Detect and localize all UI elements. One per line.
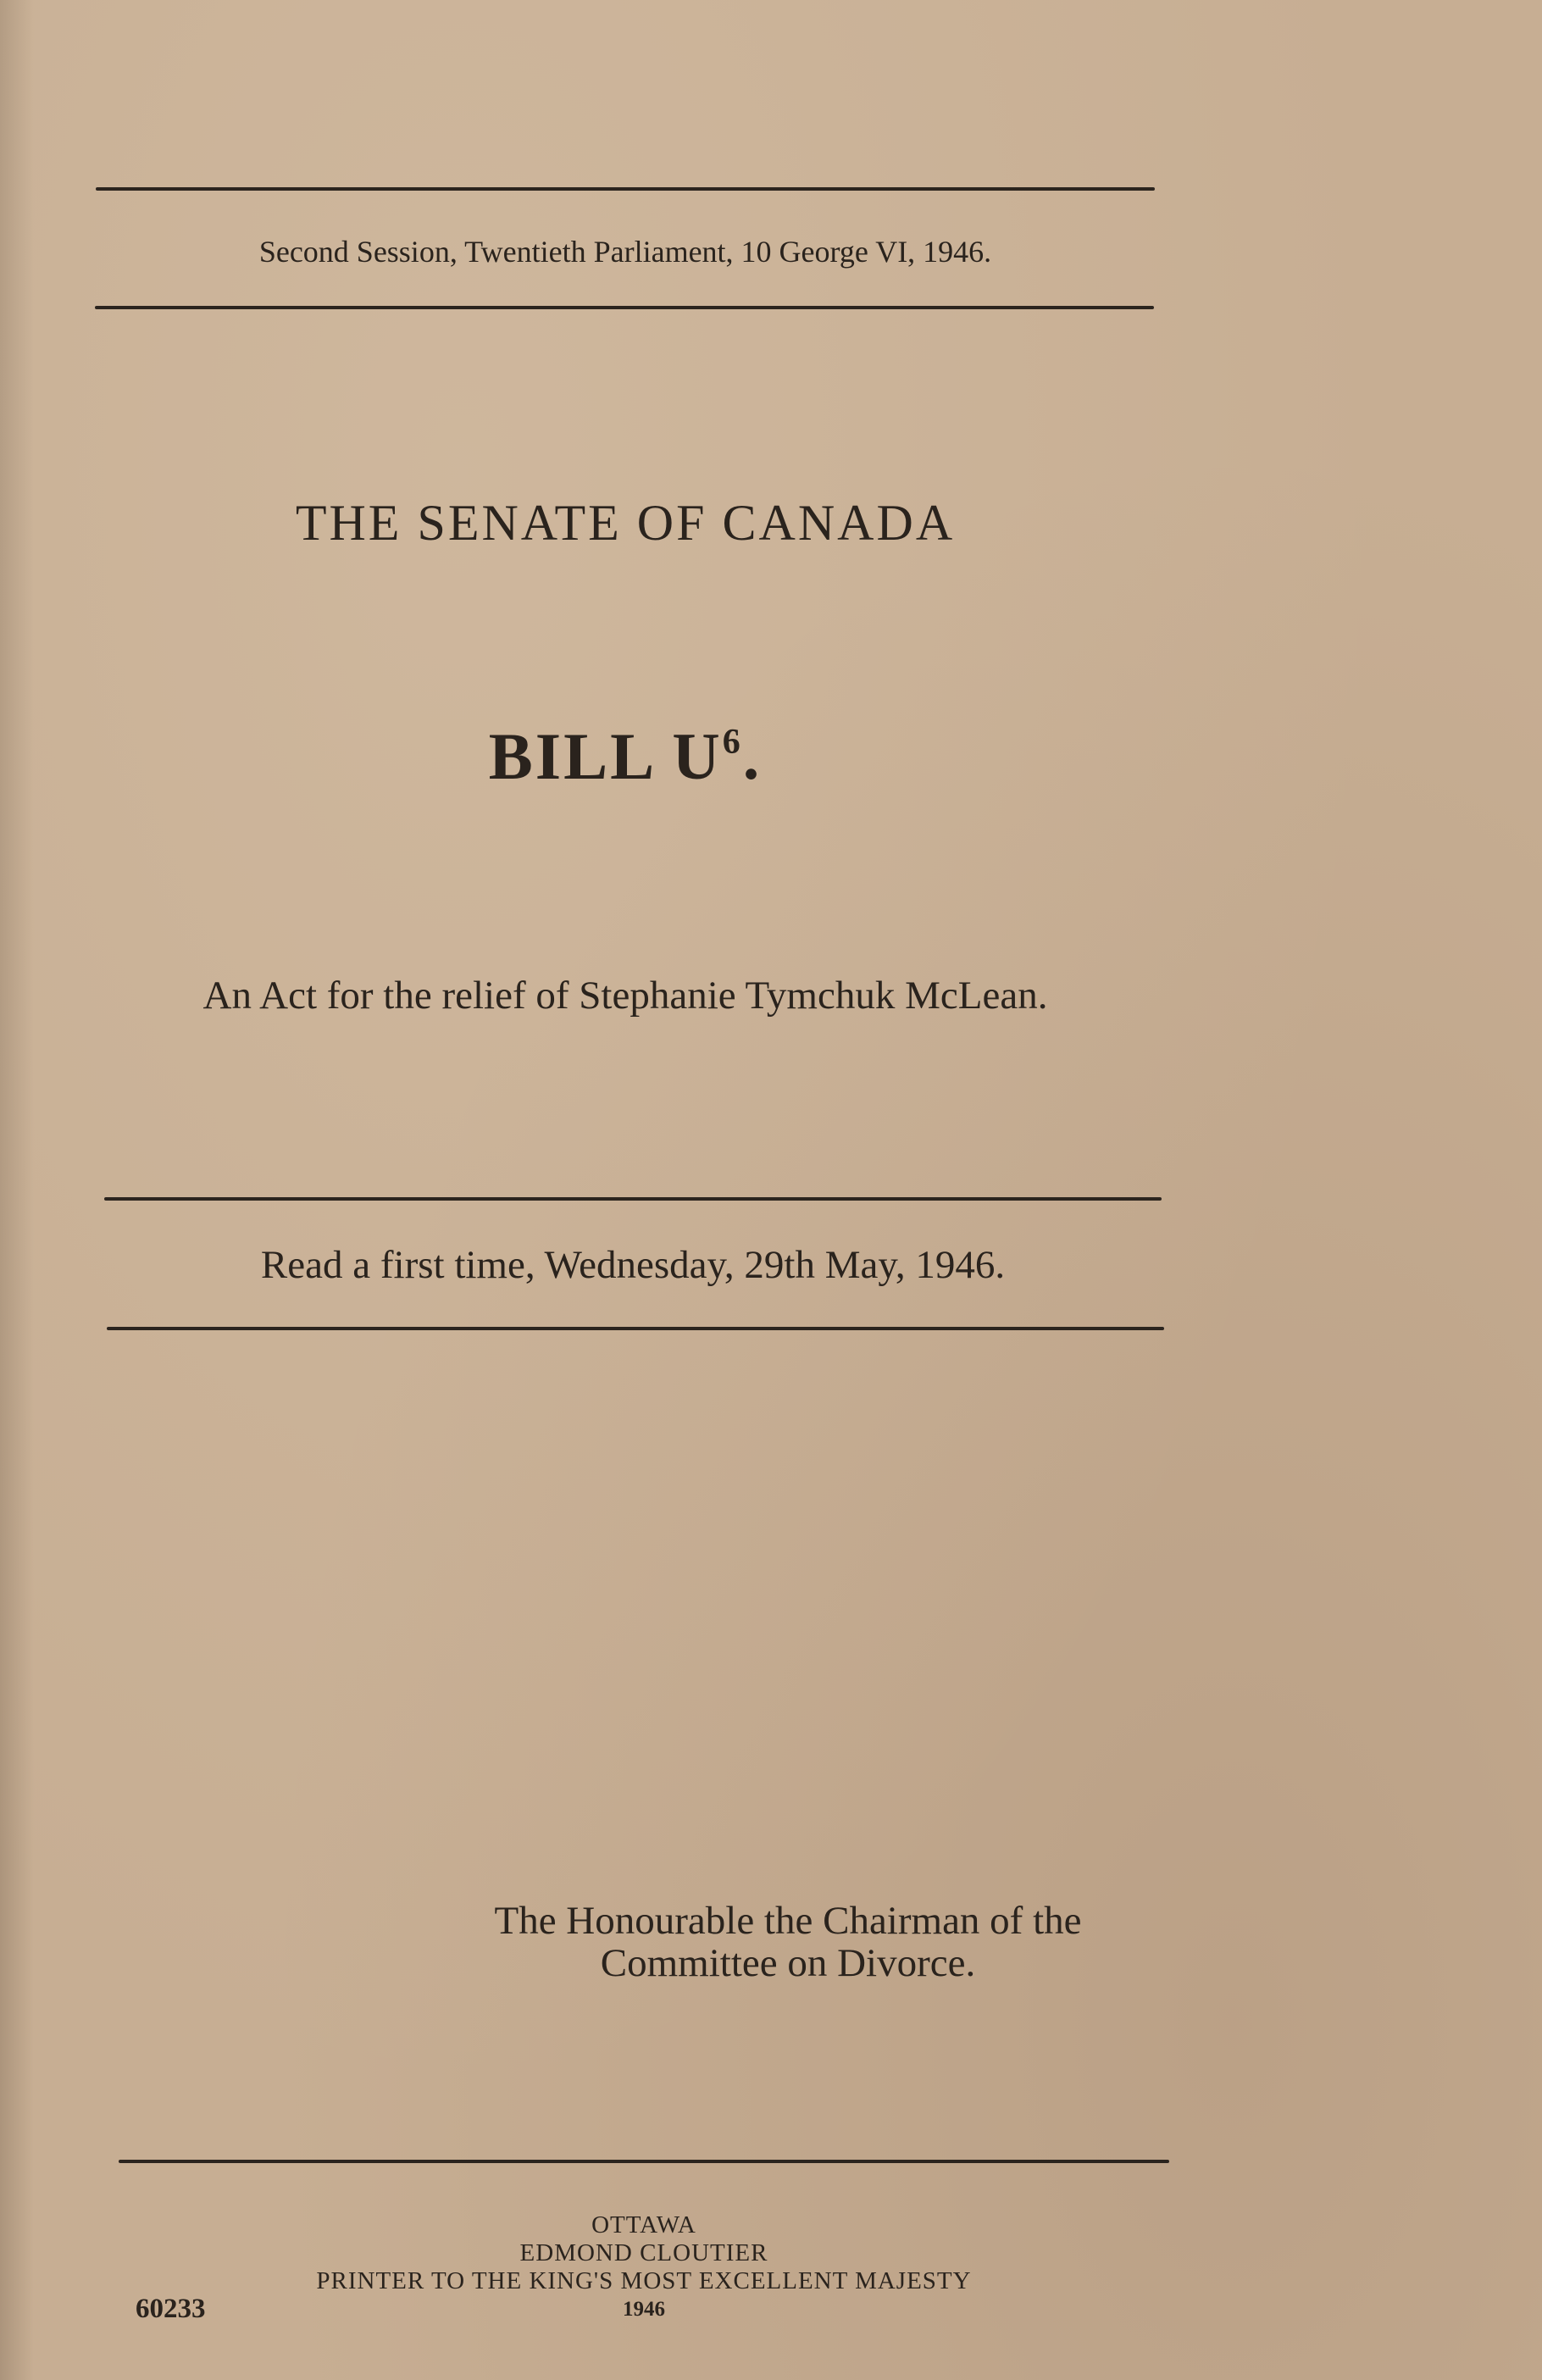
top-rule	[96, 187, 1155, 191]
sponsor-line-1: The Honourable the Chairman of the	[494, 1899, 1082, 1943]
imprint-printer-title: PRINTER TO THE KING'S MOST EXCELLENT MAJESTY	[316, 2267, 972, 2294]
sponsor-line-2: Committee on Divorce.	[600, 1941, 976, 1985]
bill-trailing: .	[742, 719, 763, 793]
senate-title: THE SENATE OF CANADA	[295, 495, 956, 551]
bill-label: BILL U	[488, 719, 723, 793]
reading-top-rule	[104, 1197, 1162, 1201]
act-title: An Act for the relief of Stephanie Tymchuk McLean.	[202, 974, 1048, 1018]
reading-bottom-rule	[107, 1327, 1164, 1330]
print-number: 60233	[136, 2294, 206, 2324]
imprint-rule	[119, 2160, 1169, 2163]
bill-title	[96, 718, 1155, 795]
imprint-city: OTTAWA	[591, 2211, 696, 2239]
imprint-year: 1946	[623, 2298, 665, 2321]
first-reading-line: Read a first time, Wednesday, 29th May, 1946.	[260, 1243, 1006, 1287]
header-bottom-rule	[95, 306, 1154, 309]
bill-superscript: 6	[722, 723, 743, 762]
imprint-printer: EDMOND CLOUTIER	[519, 2239, 768, 2266]
session-line: Second Session, Twentieth Parliament, 10 George VI, 1946.	[258, 235, 992, 269]
